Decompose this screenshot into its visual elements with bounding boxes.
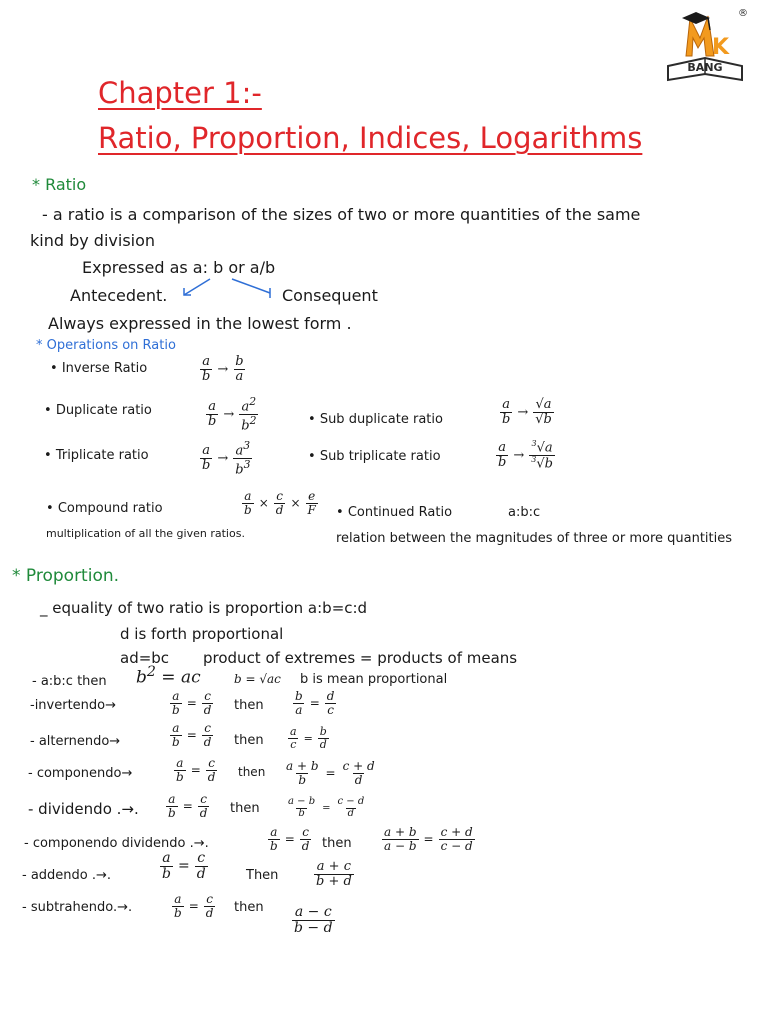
componendo-dividendo-given: $\frac{a}{b}$ = $\frac{c}{d}$ <box>270 825 310 853</box>
invertendo-label: -invertendo→ <box>30 698 117 713</box>
componendo-dividendo-label: - componendo dividendo .→. <box>24 836 209 851</box>
dividendo-result: $\frac{a - b}{b}$ = $\frac{c - d}{d}$ <box>288 796 365 819</box>
componendo-result: $\frac{a + b}{b}$ = $\frac{c + d}{d}$ <box>286 759 375 787</box>
alternendo-given: $\frac{a}{b}$ = $\frac{c}{d}$ <box>172 721 212 749</box>
proportion-definition: _ equality of two ratio is proportion a:b=c:d <box>40 599 368 617</box>
duplicate-ratio-formula: $\frac{a}{b}$ → $\frac{a^2}{b^2}$ <box>208 395 257 434</box>
ratio-heading: * Ratio <box>32 175 87 194</box>
inverse-ratio-formula: $\frac{a}{b}$ → $\frac{b}{a}$ <box>202 354 244 384</box>
componendo-dividendo-then: then <box>322 836 352 851</box>
ratio-definition-1: - a ratio is a comparison of the sizes of two or more quantities of the same <box>42 205 641 224</box>
dividendo-label: - dividendo .→. <box>28 800 139 818</box>
consequent-label: Consequent <box>282 286 378 305</box>
sub-duplicate-ratio-formula: $\frac{a}{b}$ → $\frac{√a}{√b}$ <box>502 397 552 427</box>
componendo-dividendo-result: $\frac{a + b}{a - b}$ = $\frac{c + d}{c - d}$ <box>384 825 473 853</box>
svg-text:K: K <box>712 35 730 60</box>
compound-ratio-formula: $\frac{a}{b}$ × $\frac{c}{d}$ × $\frac{e}{F}$ <box>244 489 316 517</box>
invertendo-then: then <box>234 698 264 713</box>
compound-ratio-note: multiplication of all the given ratios. <box>46 527 245 540</box>
subtrahendo-given: $\frac{a}{b}$ = $\frac{c}{d}$ <box>174 892 214 920</box>
svg-text:BANG: BANG <box>687 61 723 74</box>
mean-proportional: b is mean proportional <box>300 672 448 687</box>
ratio-arrows <box>170 275 290 305</box>
abc-then-label: - a:b:c then <box>32 674 107 689</box>
b-squared-formula: $b^2$ = ac <box>136 664 201 688</box>
b-sqrt-formula: b = √ac <box>234 672 281 686</box>
duplicate-ratio-label: • Duplicate ratio <box>44 403 152 418</box>
chapter-subtitle: Ratio, Proportion, Indices, Logarithms <box>98 121 643 155</box>
invertendo-given: $\frac{a}{b}$ = $\frac{c}{d}$ <box>172 689 212 717</box>
subtrahendo-result: $\frac{a - c}{b - d}$ <box>294 904 333 936</box>
componendo-then: then <box>238 765 266 779</box>
triplicate-ratio-formula: $\frac{a}{b}$ → $\frac{a^3}{b^3}$ <box>202 439 251 478</box>
dividendo-given: $\frac{a}{b}$ = $\frac{c}{d}$ <box>168 792 208 820</box>
inverse-ratio-label: • Inverse Ratio <box>50 361 148 376</box>
mk-bang-logo <box>662 4 748 88</box>
componendo-given: $\frac{a}{b}$ = $\frac{c}{d}$ <box>176 756 216 784</box>
continued-ratio-value: a:b:c <box>508 505 541 520</box>
triplicate-ratio-label: • Triplicate ratio <box>44 448 149 463</box>
alternendo-then: then <box>234 733 264 748</box>
sub-duplicate-ratio-label: • Sub duplicate ratio <box>308 412 443 427</box>
addendo-then: Then <box>246 868 279 883</box>
compound-ratio-label: • Compound ratio <box>46 501 163 516</box>
addendo-result: $\frac{a + c}{b + d}$ <box>316 859 352 889</box>
alternendo-result: $\frac{a}{c}$ = $\frac{b}{d}$ <box>290 725 327 751</box>
dividendo-then: then <box>230 801 260 816</box>
alternendo-label: - alternendo→ <box>30 734 121 749</box>
antecedent-label: Antecedent. <box>70 286 168 305</box>
continued-ratio-label: • Continued Ratio <box>336 505 453 520</box>
chapter-title: Chapter 1:- <box>98 76 262 110</box>
sub-triplicate-ratio-label: • Sub triplicate ratio <box>308 449 441 464</box>
subtrahendo-label: - subtrahendo.→. <box>22 900 133 915</box>
subtrahendo-then: then <box>234 900 264 915</box>
sub-triplicate-ratio-formula: $\frac{a}{b}$ → $\frac{^3√a}{^3√b}$ <box>498 439 553 472</box>
addendo-label: - addendo .→. <box>22 868 112 883</box>
proportion-heading: * Proportion. <box>12 566 120 586</box>
forth-proportional: d is forth proportional <box>120 625 284 643</box>
ad-equals-bc: ad=bc <box>120 649 170 667</box>
ratio-definition-2: kind by division <box>30 231 156 250</box>
ratio-expressed: Expressed as a: b or a/b <box>82 258 276 277</box>
componendo-label: - componendo→ <box>28 766 133 781</box>
operations-heading: * Operations on Ratio <box>36 338 176 353</box>
invertendo-result: $\frac{b}{a}$ = $\frac{d}{c}$ <box>295 689 335 717</box>
svg-text:®: ® <box>738 8 748 19</box>
lowest-form-note: Always expressed in the lowest form . <box>48 314 352 333</box>
addendo-given: $\frac{a}{b}$ = $\frac{c}{d}$ <box>162 850 206 882</box>
continued-ratio-note: relation between the magnitudes of three or more quantities <box>336 531 733 546</box>
extremes-means: product of extremes = products of means <box>203 649 518 667</box>
